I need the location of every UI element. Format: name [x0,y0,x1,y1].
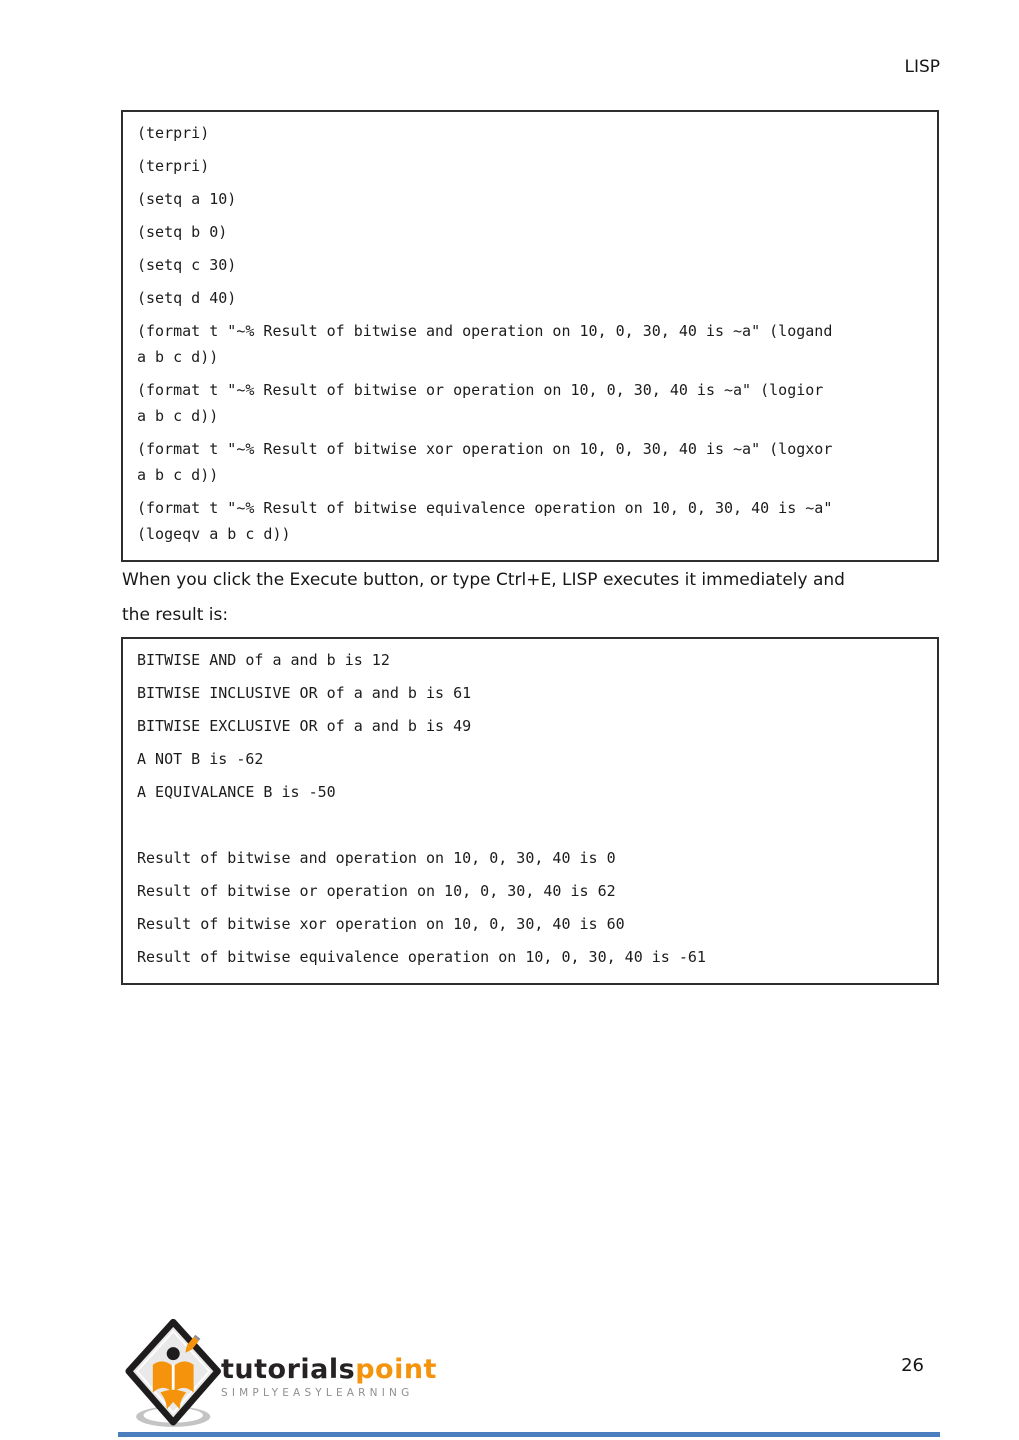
code-entry [122,601,942,629]
lisp-source-code-block [121,110,939,562]
code-line: (format t "~% Result of bitwise and operation on 10, 0, 30, 40 is ~a" (logand [137,322,833,340]
code-entry [137,911,923,937]
tutorialspoint-diamond-icon [125,1318,227,1430]
logo-word-point: point [355,1353,437,1385]
execution-output-block [121,637,939,985]
code-entry [137,186,923,212]
output-line: BITWISE AND of a and b is 12 [137,651,390,669]
output-line: A EQUIVALANCE B is -50 [137,783,336,801]
code-line: (format t "~% Result of bitwise xor operation on 10, 0, 30, 40 is ~a" (logxor [137,440,833,458]
code-line: (setq d 40) [137,289,237,307]
logo-tagline: SIMPLYEASYLEARNING [221,1386,414,1399]
paragraph-line: When you click the Execute button, or type Ctrl+E, LISP executes it immediately and [122,570,845,590]
code-entry [137,878,923,904]
code-entry [137,680,923,706]
output-line: A NOT B is -62 [137,750,264,768]
code-entry [137,845,923,871]
output-line: Result of bitwise equivalence operation on 10, 0, 30, 40 is -61 [137,948,706,966]
code-line: (format t "~% Result of bitwise or operation on 10, 0, 30, 40 is ~a" (logior [137,381,824,399]
code-line: a b c d)) [137,348,219,366]
code-line: a b c d)) [137,466,219,484]
tutorialspoint-logo [125,1318,437,1430]
code-entry [137,779,923,805]
code-entry [137,495,923,547]
code-entry [137,120,923,146]
body-paragraph [122,566,942,636]
output-line: Result of bitwise or operation on 10, 0, 30, 40 is 62 [137,882,616,900]
code-line: (setq b 0) [137,223,228,241]
page-header-title: LISP [904,57,940,77]
output-line: BITWISE EXCLUSIVE OR of a and b is 49 [137,717,472,735]
code-line: (terpri) [137,157,210,175]
code-entry [137,746,923,772]
code-entry [137,153,923,179]
code-line: (logeqv a b c d)) [137,525,291,543]
code-entry [137,377,923,429]
output-line: BITWISE INCLUSIVE OR of a and b is 61 [137,684,472,702]
output-line: Result of bitwise xor operation on 10, 0, 30, 40 is 60 [137,915,625,933]
code-line: (terpri) [137,124,210,142]
logo-wordmark [221,1353,437,1385]
footer-divider-bar [118,1432,940,1437]
code-entry [137,944,923,970]
code-line: (setq a 10) [137,190,237,208]
page-number: 26 [901,1355,924,1376]
code-entry [137,318,923,370]
code-entry [137,647,923,673]
page-footer [0,1310,1019,1430]
code-entry [137,219,923,245]
output-line: Result of bitwise and operation on 10, 0, 30, 40 is 0 [137,849,616,867]
code-entry [137,713,923,739]
code-entry [137,285,923,311]
paragraph-line: the result is: [122,605,229,625]
code-entry [137,812,923,838]
code-entry [122,566,942,594]
code-line: (format t "~% Result of bitwise equivalence operation on 10, 0, 30, 40 is ~a" [137,499,833,517]
logo-word-tutorials: tutorials [221,1353,356,1385]
output-line [137,812,923,838]
code-line: (setq c 30) [137,256,237,274]
code-entry [137,252,923,278]
code-line: a b c d)) [137,407,219,425]
code-entry [137,436,923,488]
logo-text-column [221,1353,437,1399]
